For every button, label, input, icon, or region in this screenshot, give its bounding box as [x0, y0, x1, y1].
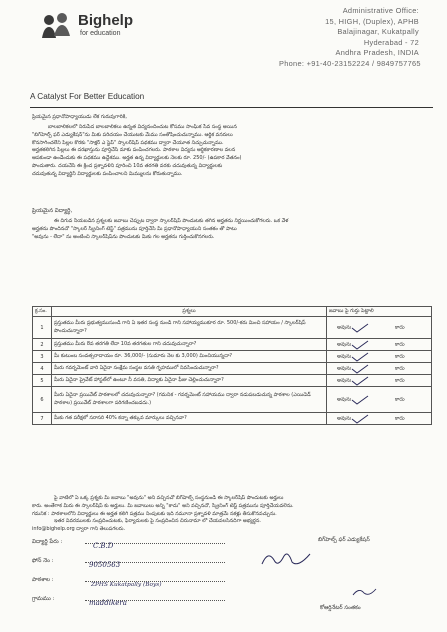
- notes-section: [32, 495, 432, 534]
- row-answer[interactable]: [327, 351, 432, 363]
- phone-value: 9050563: [89, 561, 121, 569]
- table-row: [33, 387, 432, 413]
- row-question: ప్రస్తుతము మీరు 8వ తరగతి లేదా 10వ తరగతుల గాని చదువుచున్నారా?: [52, 339, 327, 351]
- village-label: గ్రామము :: [32, 596, 55, 602]
- row-question: మీ కుటుంబ సంవత్సరాదాయం రూ. 36,000/- (సుమారు నెల కు 3,000) మించియున్నదా?: [52, 351, 327, 363]
- phone-field[interactable]: [85, 552, 225, 569]
- tagline: A Catalyst For Better Education: [30, 92, 145, 101]
- answer-no-option[interactable]: కాదు: [395, 377, 405, 383]
- answer-no-option[interactable]: కాదు: [395, 415, 405, 421]
- school-field[interactable]: [85, 571, 225, 588]
- header-serial: క్ర.సం.: [33, 307, 52, 317]
- instructions-paragraph: ఈ దిగువ నీయబడిన ప్రశ్నలకు జవాబు చెప్పుట ద్వారా స్కాలర్‌షిప్ పొందుటకు తగిన అర్హతను నిర్ణయించుకోగలరు. ఒక వేళ అర్హతను పొందినచో "స్కాలర్ స్క్రీనింగ్ టెస్ట్" పత్రమును పూర్తిచేసి మీ ప్రధానోపాధ్యాయుని సంతకం తో పాటు "అవును - లేదా" ను అంటించి స్కాలర్‌షిప్‌ను పొందుటకు మీకు గల అర్హతను గుర్తించుకొనగలరు.: [32, 218, 289, 240]
- row-question: మీరు ఏదైనా ప్రయివేట్ పాఠశాలలో చదువుచున్నారా? (గమనిక - గవర్నమెంట్ సహాయము ద్వారా నడుపబడుచున్న పాఠశాల (ఎయిడెడ్ పాఠశాల) ప్రయివేట్ పాఠశాలగా పరిగణించబడదు.): [52, 387, 327, 413]
- note-line: కారు. అంతేగాక మీరు ఈ స్కాలర్‌షిప్ కు అర్హులు. మీ జవాబులు అన్ని "కాదు" అని వచ్చినచో, స్క్రీనింగ్ టెస్ట్ పత్రమును పూర్తిచేయవలెను.: [32, 502, 294, 509]
- answer-no-option[interactable]: కాదు: [395, 353, 405, 359]
- note-line: పై వాటిలో ఏ ఒక్క ప్రశ్నకు మీ జవాబు "అవును" అని వచ్చినచో బిగ్‌హెల్ప్ సంస్థనుండి ఈ స్కాలర్‌షిప్ పొందుటకు అర్హులు: [54, 495, 284, 501]
- answer-no-option[interactable]: కాదు: [395, 396, 405, 402]
- row-serial: 5: [33, 375, 52, 387]
- small-mark-icon: [350, 585, 380, 599]
- office-line: Hyderabad - 72: [363, 37, 419, 47]
- office-line: Andhra Pradesh, INDIA: [335, 48, 419, 58]
- office-phone: Phone: +91-40-23152224 / 9849757765: [279, 58, 421, 68]
- handwritten-tick-icon: [351, 340, 369, 350]
- table-header-row: [33, 307, 432, 317]
- handwritten-tick-icon: [351, 352, 369, 362]
- header-questions: ప్రశ్నలు: [52, 307, 327, 317]
- handwritten-tick-icon: [351, 376, 369, 386]
- row-serial: 2: [33, 339, 52, 351]
- answer-yes-option[interactable]: అవును: [337, 341, 352, 347]
- table-row: [33, 317, 432, 339]
- office-address: [279, 6, 419, 70]
- table-row: [33, 375, 432, 387]
- salutation: ప్రియమైన ప్రధానోపాధ్యాయుడు లేక గురువుగారికి,: [32, 114, 127, 120]
- phone-label: ఫోన్ నెం :: [32, 558, 54, 564]
- brand-subtitle: for education: [80, 30, 121, 37]
- answer-no-option[interactable]: కాదు: [395, 365, 405, 371]
- note-line: ఇతర వివరములకు సంప్రదించుటకు, ఫిర్యాదులకు పై సంప్రదించిన చిరునామా లో చేయవలసినదిగా అభ్యర్థన.: [54, 518, 261, 525]
- answer-no-option[interactable]: కాదు: [395, 324, 405, 330]
- school-value: ZPHS Kukatpally (Boys): [91, 582, 162, 588]
- row-serial: 1: [33, 317, 52, 339]
- office-title: Administrative Office:: [342, 6, 419, 15]
- student-name-label: విద్యార్థి పేరు :: [32, 539, 63, 545]
- answer-no-option[interactable]: కాదు: [395, 341, 405, 347]
- header-divider: [30, 107, 433, 108]
- row-question: మీరు గవర్నమెంట్ వారి ఏదైనా సంక్షేమ సంస్థల వసతి గృహములో నివసించుచున్నారా?: [52, 363, 327, 375]
- eligibility-table: [32, 306, 432, 425]
- row-serial: 4: [33, 363, 52, 375]
- bighelp-logo-icon: [40, 10, 72, 40]
- row-question: ప్రస్తుతము మీరు ప్రభుత్వముసుండి గాని ఏ ఇతర సంస్థ నుండి గాని సహాయ్యముకూర రూ. 500/-కరు మించి సహాయం / స్కాలర్‌షిప్ పొందుచున్నారా?: [52, 317, 327, 339]
- handwritten-tick-icon: [351, 395, 369, 405]
- handwritten-tick-icon: [351, 323, 369, 333]
- student-name-value: C.B.D: [93, 542, 114, 550]
- village-value: maddikera: [89, 599, 127, 607]
- row-answer[interactable]: [327, 339, 432, 351]
- row-question: మీరు ఏదైనా ప్రైవేట్ హాస్టల్‌లో ఉంటూ నీ వసతి, విద్యాకు ఏదైనా ఫీజు చెల్లించుచున్నారా?: [52, 375, 327, 387]
- handwritten-tick-icon: [351, 364, 369, 374]
- answer-yes-option[interactable]: అవును: [337, 377, 352, 383]
- header-answer: జవాబు పై గుర్తు పెట్టాలి: [327, 307, 432, 317]
- answer-yes-option[interactable]: అవును: [337, 324, 352, 330]
- row-answer[interactable]: [327, 363, 432, 375]
- student-salutation: ప్రియమైన విద్యార్థి,: [32, 208, 73, 214]
- table-row: [33, 339, 432, 351]
- row-question: మీకు గత పరీక్షలో సరాసరి 40% కన్నా తక్కువ మార్కులు వచ్చినవా?: [52, 413, 327, 425]
- table-row: [33, 413, 432, 425]
- row-answer[interactable]: [327, 375, 432, 387]
- contact-email: info@bighelp.org ద్వారా గాని తెలుపగలరు.: [32, 526, 126, 533]
- row-answer[interactable]: [327, 387, 432, 413]
- answer-yes-option[interactable]: అవును: [337, 353, 352, 359]
- row-serial: 7: [33, 413, 52, 425]
- row-serial: 3: [33, 351, 52, 363]
- table-row: [33, 363, 432, 375]
- table-row: [33, 351, 432, 363]
- student-name-field[interactable]: [85, 533, 225, 550]
- row-answer[interactable]: [327, 317, 432, 339]
- brand-name: Bighelp: [78, 12, 133, 29]
- answer-yes-option[interactable]: అవును: [337, 396, 352, 402]
- office-line: 15, HIGH, (Duplex), APHB: [325, 16, 419, 26]
- row-serial: 6: [33, 387, 52, 413]
- note-line: గమనిక : పాఠశాలలోని విద్యార్థులు ఈ అర్హత కలిగి పత్రము నింపుటకు ఇది నమూనా ప్రశ్నావళి మాత్రమే నకళ్లు తీసుకొనవచ్చును.: [32, 510, 277, 517]
- answer-yes-option[interactable]: అవును: [337, 415, 352, 421]
- handwritten-signature-icon: [258, 548, 318, 570]
- org-signature-label: బిగ్‌హెల్ప్ ఫర్ ఎడ్యుకేషన్: [318, 537, 370, 543]
- coordinator-signature-label: కోఆర్డినేటర్ సంతకం: [320, 605, 361, 611]
- office-line: Balajinagar, Kukatpally: [337, 27, 419, 37]
- handwritten-tick-icon: [351, 414, 369, 424]
- intro-paragraph: బాలబాలికలలో నిరుపేద బాలబాలికలు ఉన్నత విద్యనందించుట కోసము సాంఘిక సేవ సంస్థ అయిన "బిగ్‌హెల్ప్ ఫర్ ఎడ్యుకేషన్"ను మీకు పరిచయం చేయుటకు మేము సంతోషించుచున్నాము. ఆర్థిక వనరులు కొనసాగించలేని పిల్లల కొరకు "సాక్షర్ ఎ స్టెప్" స్కాలర్‌షిప్ పథకము ద్వారా చేయూత నిచ్చుచున్నాము. అర్హతకలిగిన పిల్లలు ఈ దరఖాస్తును పూర్తిచేసి మాకు పంపించగలరు. పాఠశాల విద్యను ఆర్థికకారణాల వలన ఆపకుండా ఉండేందుకు ఈ పథకము ఉద్దేశము. అర్హత ఉన్న విద్యార్థులకు నెలకు రూ. 250/- (ఉపకార వేతనం) పొందుతారు. దయచేసి ఈ క్రింద ప్రశ్నావళిని పూరించి 10వ తరగతి వరకు చదువుతున్న విద్యార్థులకు చదువుతున్న విద్యార్థినీ విద్యార్థులకు పంపించాలని మిమ్ములను కోరుతున్నాము.: [32, 124, 242, 177]
- village-field[interactable]: [85, 590, 225, 607]
- answer-yes-option[interactable]: అవును: [337, 365, 352, 371]
- school-label: పాఠశాల :: [32, 577, 54, 583]
- row-answer[interactable]: [327, 413, 432, 425]
